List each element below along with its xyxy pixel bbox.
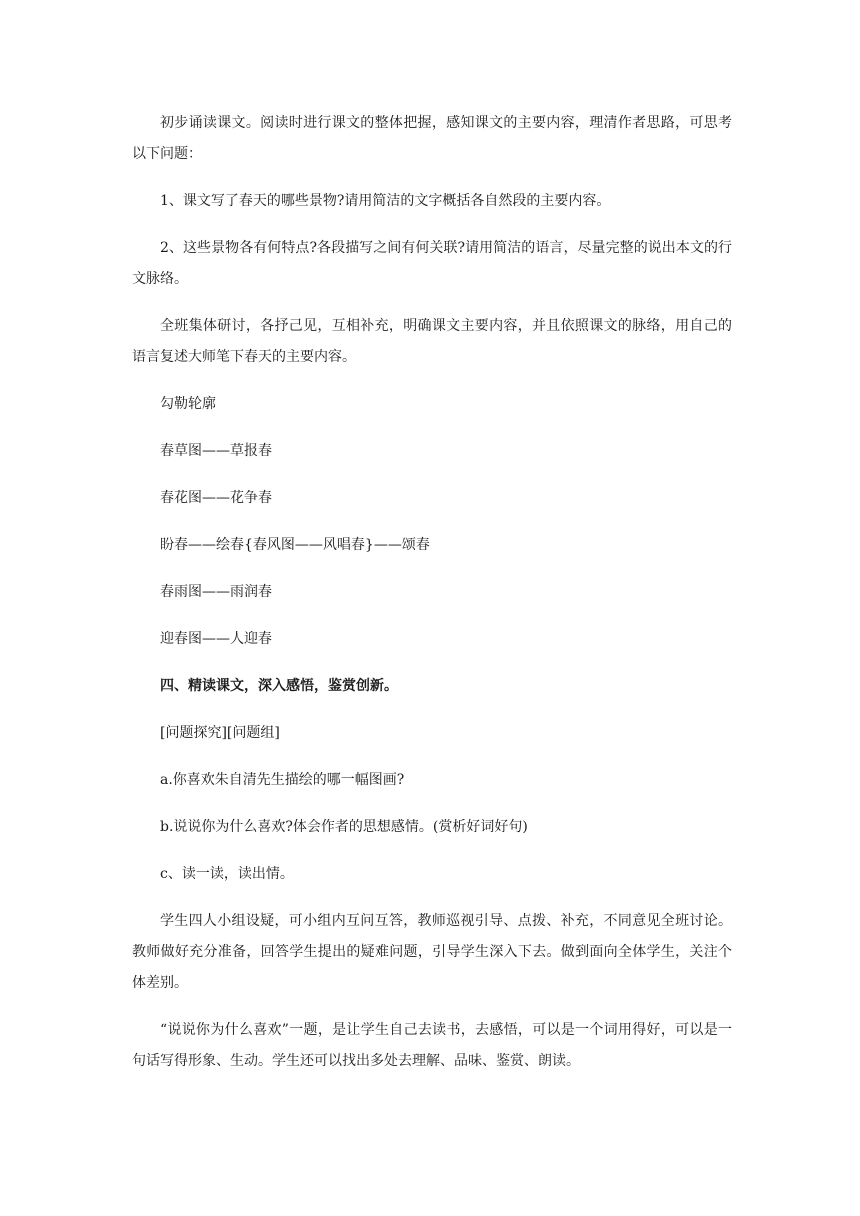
- question-c: c、读一读，读出情。: [160, 866, 294, 882]
- outline-item-welcome: 迎春图——人迎春: [160, 631, 272, 647]
- outline-item-wind: 盼春——绘春{春风图——风唱春}——颂春: [160, 537, 430, 553]
- paragraph-why-like: “说说你为什么喜欢”一题，是让学生自己去读书，去感悟，可以是一个词用得好，可以是一句话写得形象、生动。学生还可以找出多处去理解、品味、鉴赏、朗读。: [132, 1022, 732, 1069]
- question-b: b.说说你为什么喜欢?体会作者的思想感情。(赏析好词好句): [160, 819, 528, 835]
- paragraph-intro: 初步诵读课文。阅读时进行课文的整体把握，感知课文的主要内容，理清作者思路，可思考以下问题：: [132, 115, 732, 162]
- outline-item-grass: 春草图——草报春: [160, 443, 272, 459]
- outline-heading: 勾勒轮廓: [160, 396, 216, 412]
- paragraph-group-work: 学生四人小组设疑，可小组内互问互答，教师巡视引导、点拨、补充，不同意见全班讨论。教师做好充分准备，回答学生提出的疑难问题，引导学生深入下去。做到面向全体学生，关注个体差别。: [132, 913, 732, 991]
- question-a: a.你喜欢朱自清先生描绘的哪一幅图画?: [160, 772, 405, 788]
- document-body: [132, 108, 732, 1093]
- paragraph-discussion: 全班集体研讨，各抒己见，互相补充，明确课文主要内容，并且依照课文的脉络，用自己的语言复述大师笔下春天的主要内容。: [132, 318, 732, 365]
- outline-item-flower: 春花图——花争春: [160, 490, 272, 506]
- section-heading-4: 四、精读课文，深入感悟，鉴赏创新。: [160, 678, 398, 694]
- outline-item-rain: 春雨图——雨润春: [160, 584, 272, 600]
- paragraph-question-2: 2、这些景物各有何特点?各段描写之间有何关联?请用简洁的语言，尽量完整的说出本文的行文脉络。: [132, 240, 732, 287]
- question-group-label: [问题探究][问题组]: [160, 725, 280, 741]
- paragraph-question-1: 1、课文写了春天的哪些景物?请用简洁的文字概括各自然段的主要内容。: [160, 193, 611, 209]
